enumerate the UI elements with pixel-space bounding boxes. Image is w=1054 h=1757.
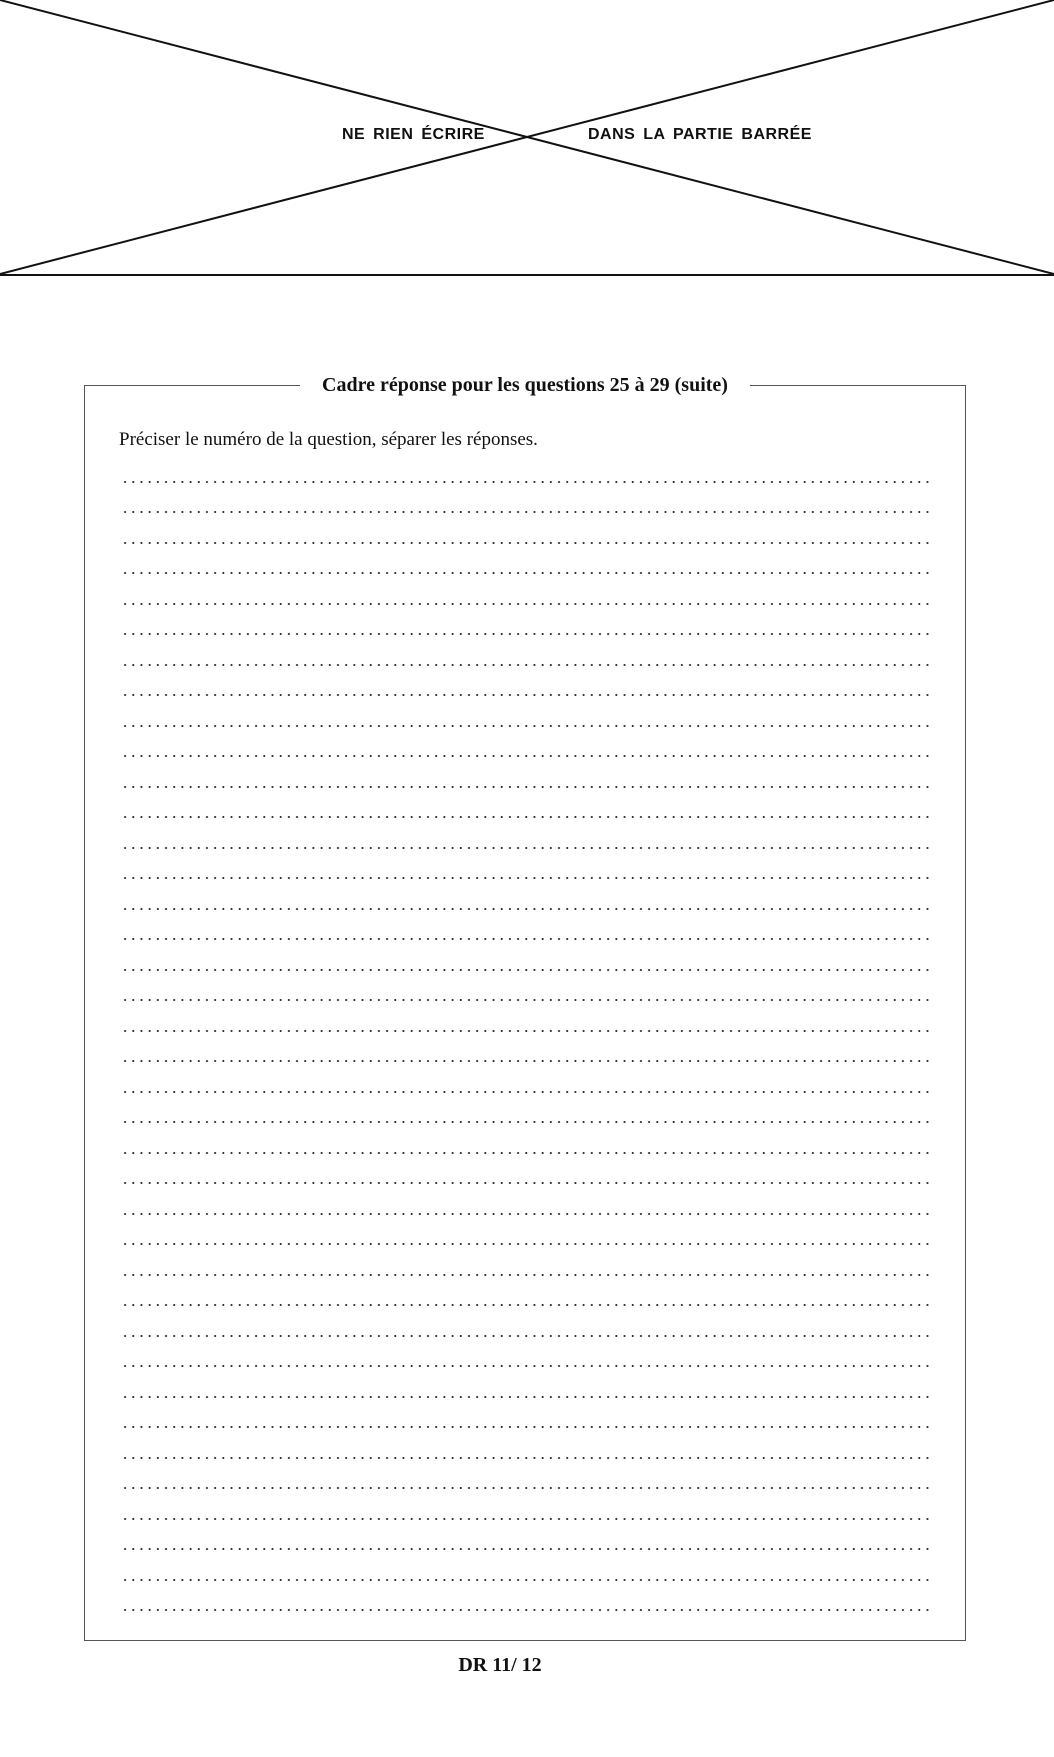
answer-line[interactable]	[121, 1282, 931, 1313]
answer-line[interactable]	[121, 1526, 931, 1557]
answer-line[interactable]	[121, 916, 931, 947]
answer-line[interactable]	[121, 611, 931, 642]
answer-line[interactable]	[121, 519, 931, 550]
answer-line[interactable]	[121, 946, 931, 977]
answer-line[interactable]	[121, 1343, 931, 1374]
answer-line[interactable]	[121, 1373, 931, 1404]
answer-line[interactable]	[121, 763, 931, 794]
answer-line[interactable]	[121, 489, 931, 520]
frame-title-text: Cadre réponse pour les questions 25 à 29 (suite)	[300, 374, 750, 396]
answer-line[interactable]	[121, 1465, 931, 1496]
answer-line[interactable]	[121, 1221, 931, 1252]
answer-frame	[84, 374, 966, 1641]
answer-line[interactable]	[121, 550, 931, 581]
barred-notice-left: NE RIEN ÉCRIRE	[342, 126, 485, 143]
answer-line[interactable]	[121, 824, 931, 855]
answer-line[interactable]	[121, 1312, 931, 1343]
barred-zone	[0, 0, 1054, 278]
instruction-text: Préciser le numéro de la question, séparer les réponses.	[119, 429, 538, 450]
answer-line[interactable]	[121, 1587, 931, 1618]
answer-line[interactable]	[121, 580, 931, 611]
answer-line[interactable]	[121, 1404, 931, 1435]
answer-line[interactable]	[121, 702, 931, 733]
page-number: DR 11/ 12	[458, 1654, 542, 1676]
answer-line[interactable]	[121, 672, 931, 703]
answer-line[interactable]	[121, 1495, 931, 1526]
barred-notice-right: DANS LA PARTIE BARRÉE	[588, 126, 812, 143]
answer-line[interactable]	[121, 794, 931, 825]
answer-line[interactable]	[121, 1160, 931, 1191]
answer-line[interactable]	[121, 733, 931, 764]
answer-line[interactable]	[121, 1068, 931, 1099]
answer-line[interactable]	[121, 1556, 931, 1587]
answer-line[interactable]	[121, 1129, 931, 1160]
answer-line[interactable]	[121, 641, 931, 672]
answer-line[interactable]	[121, 1251, 931, 1282]
answer-line[interactable]	[121, 1007, 931, 1038]
barred-cross-lines	[0, 0, 1054, 278]
answer-line[interactable]	[121, 1190, 931, 1221]
answer-line[interactable]	[121, 1099, 931, 1130]
answer-line[interactable]	[121, 458, 931, 489]
answer-line[interactable]	[121, 885, 931, 916]
answer-lines[interactable]	[121, 458, 931, 1617]
answer-line[interactable]	[121, 1434, 931, 1465]
answer-line[interactable]	[121, 1038, 931, 1069]
answer-line[interactable]	[121, 977, 931, 1008]
answer-line[interactable]	[121, 855, 931, 886]
frame-title	[85, 372, 965, 398]
